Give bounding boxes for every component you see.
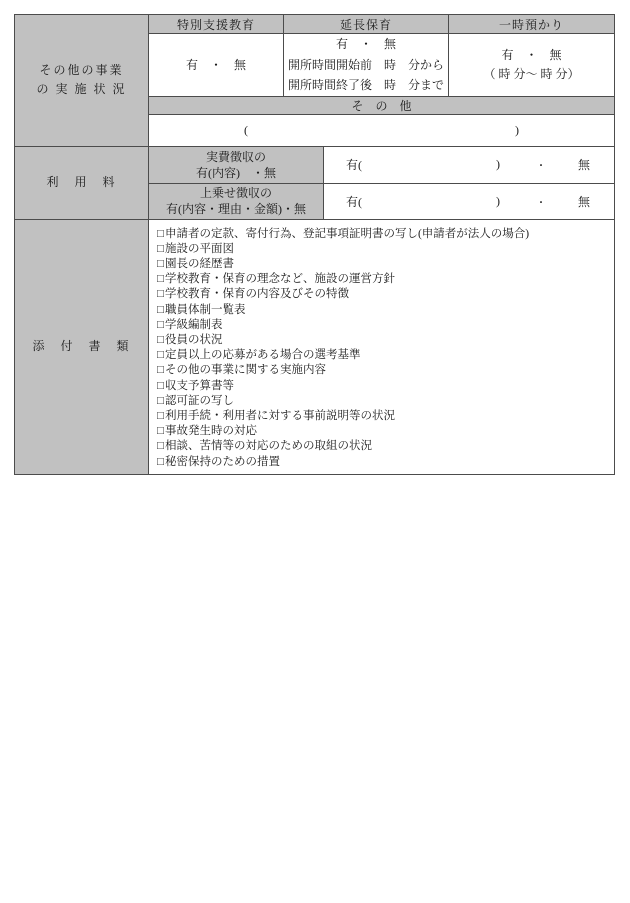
attachment-item <box>157 409 610 424</box>
checkbox-icon[interactable]: □ <box>157 273 164 286</box>
fee-actual-cost-label <box>149 146 324 183</box>
temporary-care-hours: （ 時 分～ 時 分） <box>483 66 580 81</box>
row-header-attachments: 添 付 書 類 <box>15 219 149 474</box>
fee-actual-cost-label-line2: 有(内容) ・無 <box>196 165 276 180</box>
extended-care-value-cell <box>284 34 449 97</box>
fee-actual-cost-value-cell <box>324 146 615 183</box>
attachment-item-label: 職員体制一覧表 <box>164 303 246 316</box>
fee-value-separator: ・ <box>536 197 546 209</box>
attachment-item <box>157 348 610 363</box>
open-paren: ( <box>244 122 248 137</box>
fee-surcharge-label <box>149 183 324 219</box>
attachment-item-label: 施設の平面図 <box>164 242 234 255</box>
attachment-item <box>157 272 610 287</box>
other-label-cell: そ の 他 <box>149 96 615 114</box>
attachment-item-label: 利用手続・利用者に対する事前説明等の状況 <box>164 409 395 422</box>
checkbox-icon[interactable]: □ <box>157 257 164 270</box>
row-header-other-business-line2: の 実 施 状 況 <box>36 82 127 97</box>
attachment-item-label: 事故発生時の対応 <box>164 425 257 438</box>
row-header-other-business-line1: その他の事業 <box>39 63 124 78</box>
attachment-item <box>157 257 610 272</box>
fee-surcharge-value <box>324 193 614 210</box>
attachment-item-label: 学校教育・保育の理念など、施設の運営方針 <box>164 273 395 286</box>
attachment-item <box>157 318 610 333</box>
attachment-item-label: 相談、苦情等の対応のための取組の状況 <box>164 440 372 453</box>
attachment-item <box>157 379 610 394</box>
checkbox-icon[interactable]: □ <box>157 303 164 316</box>
attachment-item <box>157 455 610 470</box>
attachment-item <box>157 287 610 302</box>
fee-value-separator: ・ <box>536 161 546 172</box>
close-paren: ) <box>515 122 520 137</box>
checkbox-icon[interactable]: □ <box>157 242 164 255</box>
checkbox-icon[interactable]: □ <box>157 409 164 422</box>
attachment-item-label: 学級編制表 <box>164 318 223 331</box>
attachment-item-label: 定員以上の応募がある場合の選考基準 <box>164 349 361 362</box>
attachment-item-label: 申請者の定款、寄付行為、登記事項証明書の写し(申請者が法人の場合) <box>164 227 530 240</box>
fee-surcharge-label-line1: 上乗せ徴収の <box>199 186 272 200</box>
row-header-usage-fee: 利 用 料 <box>15 146 149 219</box>
attachment-item <box>157 242 610 257</box>
attachment-item-label: その他の事業に関する実施内容 <box>164 364 326 377</box>
checkbox-icon[interactable]: □ <box>157 227 164 240</box>
attachment-item-label: 役員の状況 <box>164 333 223 346</box>
attachment-item-label: 秘密保持のための措置 <box>164 455 280 468</box>
extended-care-before-hours: 開所時間開始前 時 分から <box>288 57 445 72</box>
checkbox-icon[interactable]: □ <box>157 318 164 331</box>
fee-value-close-paren: ) <box>496 193 500 208</box>
temporary-care-availability: 有 ・ 無 <box>501 47 562 62</box>
checkbox-icon[interactable]: □ <box>157 425 164 438</box>
attachment-item-label: 園長の経歴書 <box>164 257 234 270</box>
attachment-item-label: 認可証の写し <box>164 394 234 407</box>
checkbox-icon[interactable]: □ <box>157 333 164 346</box>
application-form-table <box>14 14 615 475</box>
temporary-care-value-cell <box>449 34 615 97</box>
fee-surcharge-label-line2: 有(内容・理由・金額)・無 <box>166 202 306 216</box>
checkbox-icon[interactable]: □ <box>157 349 164 362</box>
checkbox-icon[interactable]: □ <box>157 394 164 407</box>
fee-actual-cost-label-line1: 実費徴収の <box>205 149 266 164</box>
attachments-checklist-cell <box>149 219 615 474</box>
checkbox-icon[interactable]: □ <box>157 379 164 392</box>
attachment-item <box>157 424 610 439</box>
other-fill-in-area <box>149 123 614 138</box>
fee-value-no: 無 <box>578 194 591 209</box>
other-value-cell <box>149 114 615 146</box>
checkbox-icon[interactable]: □ <box>157 364 164 377</box>
fee-actual-cost-value <box>324 156 614 173</box>
attachment-item-label: 学校教育・保育の内容及びその特徴 <box>164 288 349 301</box>
col-header-special-support: 特別支援教育 <box>149 15 284 34</box>
fee-surcharge-value-cell <box>324 183 615 219</box>
attachment-item <box>157 439 610 454</box>
fee-value-prefix: 有( <box>346 158 362 172</box>
checkbox-icon[interactable]: □ <box>157 440 164 453</box>
attachment-item <box>157 333 610 348</box>
attachments-checklist <box>149 220 614 470</box>
special-support-value-cell: 有 ・ 無 <box>149 34 284 97</box>
fee-value-no: 無 <box>578 158 591 172</box>
extended-care-after-hours: 開所時間終了後 時 分まで <box>288 78 445 92</box>
fee-value-prefix: 有( <box>346 194 362 209</box>
attachment-item <box>157 394 610 409</box>
col-header-temporary-care: 一時預かり <box>449 15 615 34</box>
fee-value-close-paren: ) <box>496 157 500 171</box>
attachment-item <box>157 303 610 318</box>
attachment-item <box>157 363 610 378</box>
row-header-other-business <box>15 15 149 147</box>
checkbox-icon[interactable]: □ <box>157 288 164 301</box>
col-header-extended-care: 延長保育 <box>284 15 449 34</box>
checkbox-icon[interactable]: □ <box>157 455 164 468</box>
attachment-item <box>157 227 610 242</box>
attachment-item-label: 収支予算書等 <box>164 379 234 392</box>
extended-care-availability: 有 ・ 無 <box>336 37 397 51</box>
